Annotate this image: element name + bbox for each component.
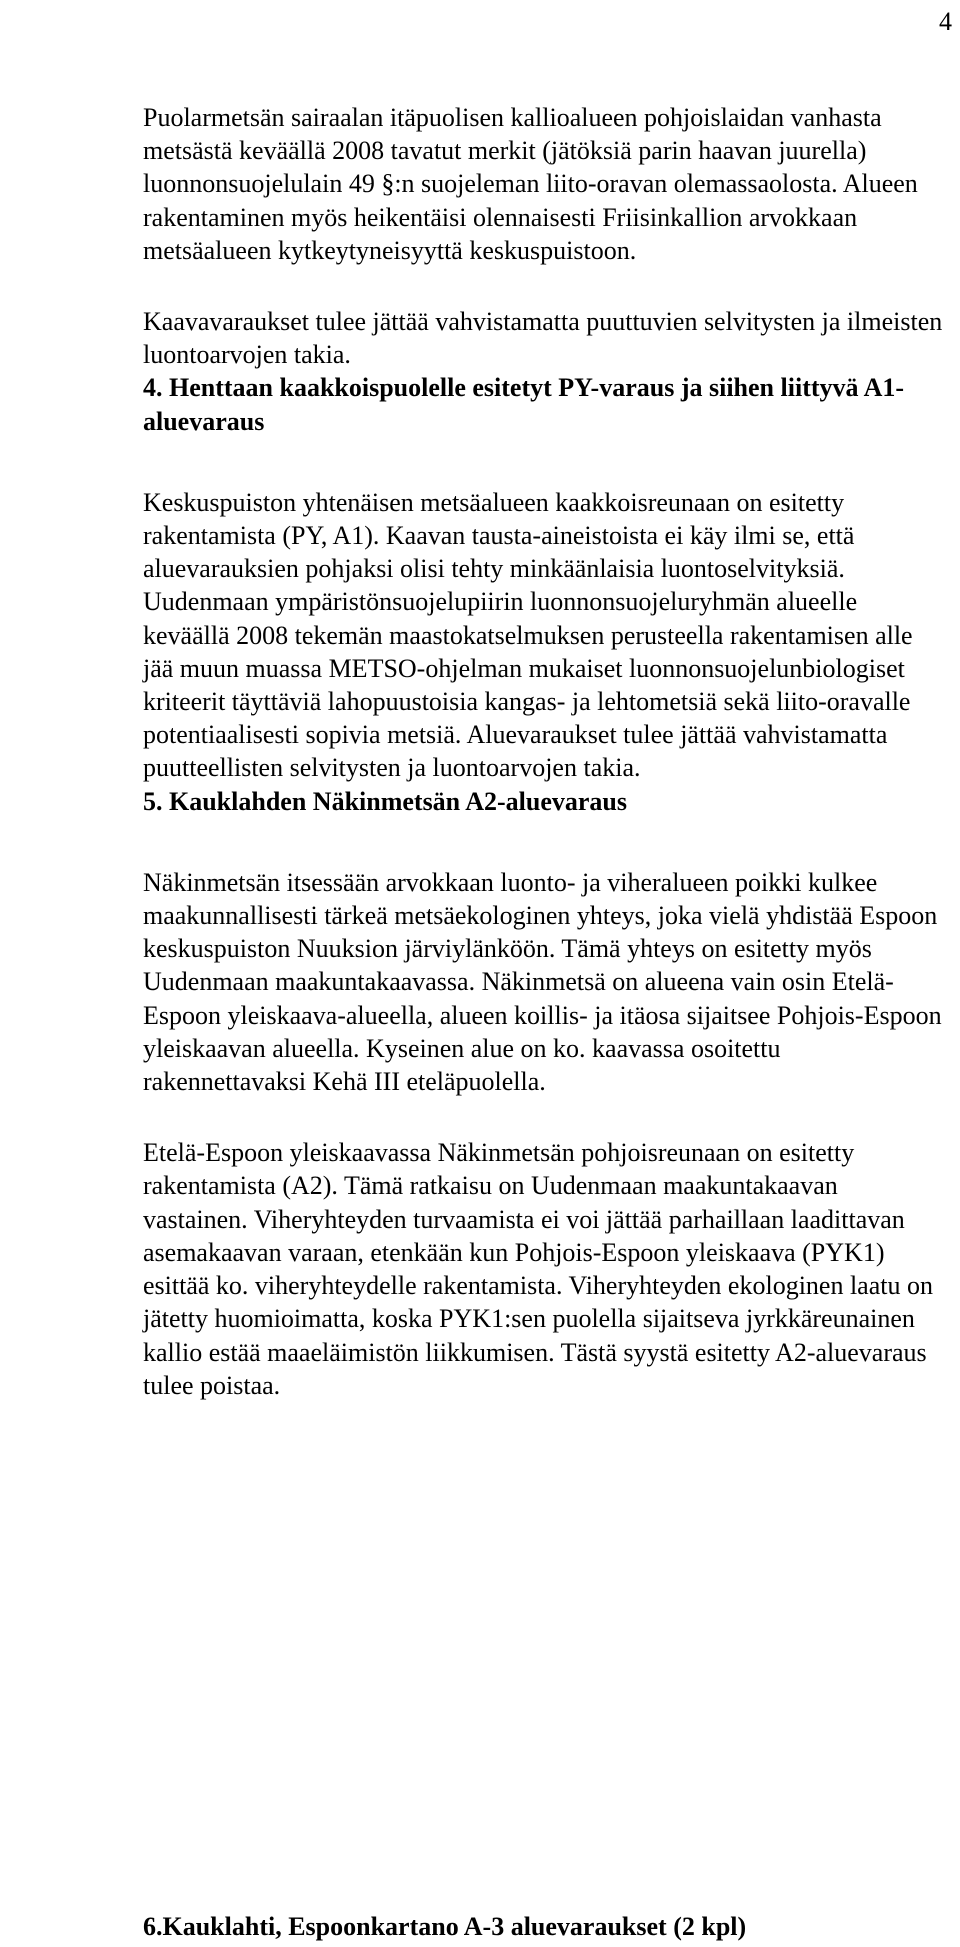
paragraph-nakinmetsa: Näkinmetsän itsessään arvokkaan luonto- ja viheralueen poikki kulkee maakunnallisesti tärkeä metsäekologinen yhteys, joka vielä yhdistää Espoon keskuspuiston Nuuksion järviylänköön. Tämä yhteys on esitetty myös Uudenmaan maakuntakaavassa. Näkinmetsä on alueena vain osin Etelä-Espoon yleiskaava-alueella, alueen koillis- ja itäosa sijaitsee Pohjois-Espoon yleiskaavan alueella. Kyseinen alue on ko. kaavassa osoitettu rakennettavaksi Kehä III eteläpuolella.	[143, 867, 942, 1097]
paragraph-puolarmetsa: Puolarmetsän sairaalan itäpuolisen kallioalueen pohjoislaidan vanhasta metsästä keväällä 2008 tavatut merkit (jätöksiä parin haavan juurella) luonnonsuojelulain 49 §:n suojeleman liito-oravan olemassaolosta. Alueen rakentaminen myös heikentäisi olennaisesti Friisinkallion arvokkaan metsäalueen kytkeytyneisyyttä keskuspuistoon.	[143, 103, 918, 265]
section-heading-4: 4. Henttaan kaakkoispuolelle esitetyt PY-varaus ja siihen liittyvä A1-aluevaraus	[143, 373, 905, 436]
paragraph-kaavavaraukset: Kaavavaraukset tulee jättää vahvistamatta puuttuvien selvitysten ja ilmeisten luontoarvojen takia.	[143, 307, 943, 370]
paragraph-etela-espoo: Etelä-Espoon yleiskaavassa Näkinmetsän pohjoisreunaan on esitetty rakentamista (A2). Tämä ratkaisu on Uudenmaan maakuntakaavan vastainen. Viheryhteyden turvaamista ei voi jättää parhaillaan laadittavan asemakaavan varaan, etenkään kun Pohjois-Espoon yleiskaava (PYK1) esittää ko. viheryhteydelle rakentamista. Viheryhteyden ekologinen laatu on jätetty huomioimatta, koska PYK1:sen puolella sijaitseva jyrkkäreunainen kallio estää maaeläimistön liikkumisen. Tästä syystä esitetty A2-aluevaraus tulee poistaa.	[143, 1138, 933, 1400]
document-body	[143, 101, 943, 1402]
paragraph-keskuspuisto: Keskuspuiston yhtenäisen metsäalueen kaakkoisreunaan on esitetty rakentamista (PY, A1). Kaavan tausta-aineistoista ei käy ilmi se, että aluevarauksien pohjaksi olisi tehty minkäänlaisia luontoselvityksiä. Uudenmaan ympäristönsuojelupiirin luonnonsuojeluryhmän alueelle keväällä 2008 tekemän maastokatselmuksen perusteella rakentamisen alle jää muun muassa METSO-ohjelman mukaiset luonnonsuojelunbiologiset kriteerit täyttäviä lahopuustoisia kangas- ja lehtometsiä sekä liito-oravalle potentiaalisesti sopivia metsiä. Aluevaraukset tulee jättää vahvistamatta puutteellisten selvitysten ja luontoarvojen takia.	[143, 487, 913, 783]
page-number: 4	[939, 7, 952, 36]
section-heading-6: 6.Kauklahti, Espoonkartano A-3 aluevaraukset (2 kpl)	[143, 1912, 747, 1941]
section-heading-5: 5. Kauklahden Näkinmetsän A2-aluevaraus	[143, 786, 627, 816]
